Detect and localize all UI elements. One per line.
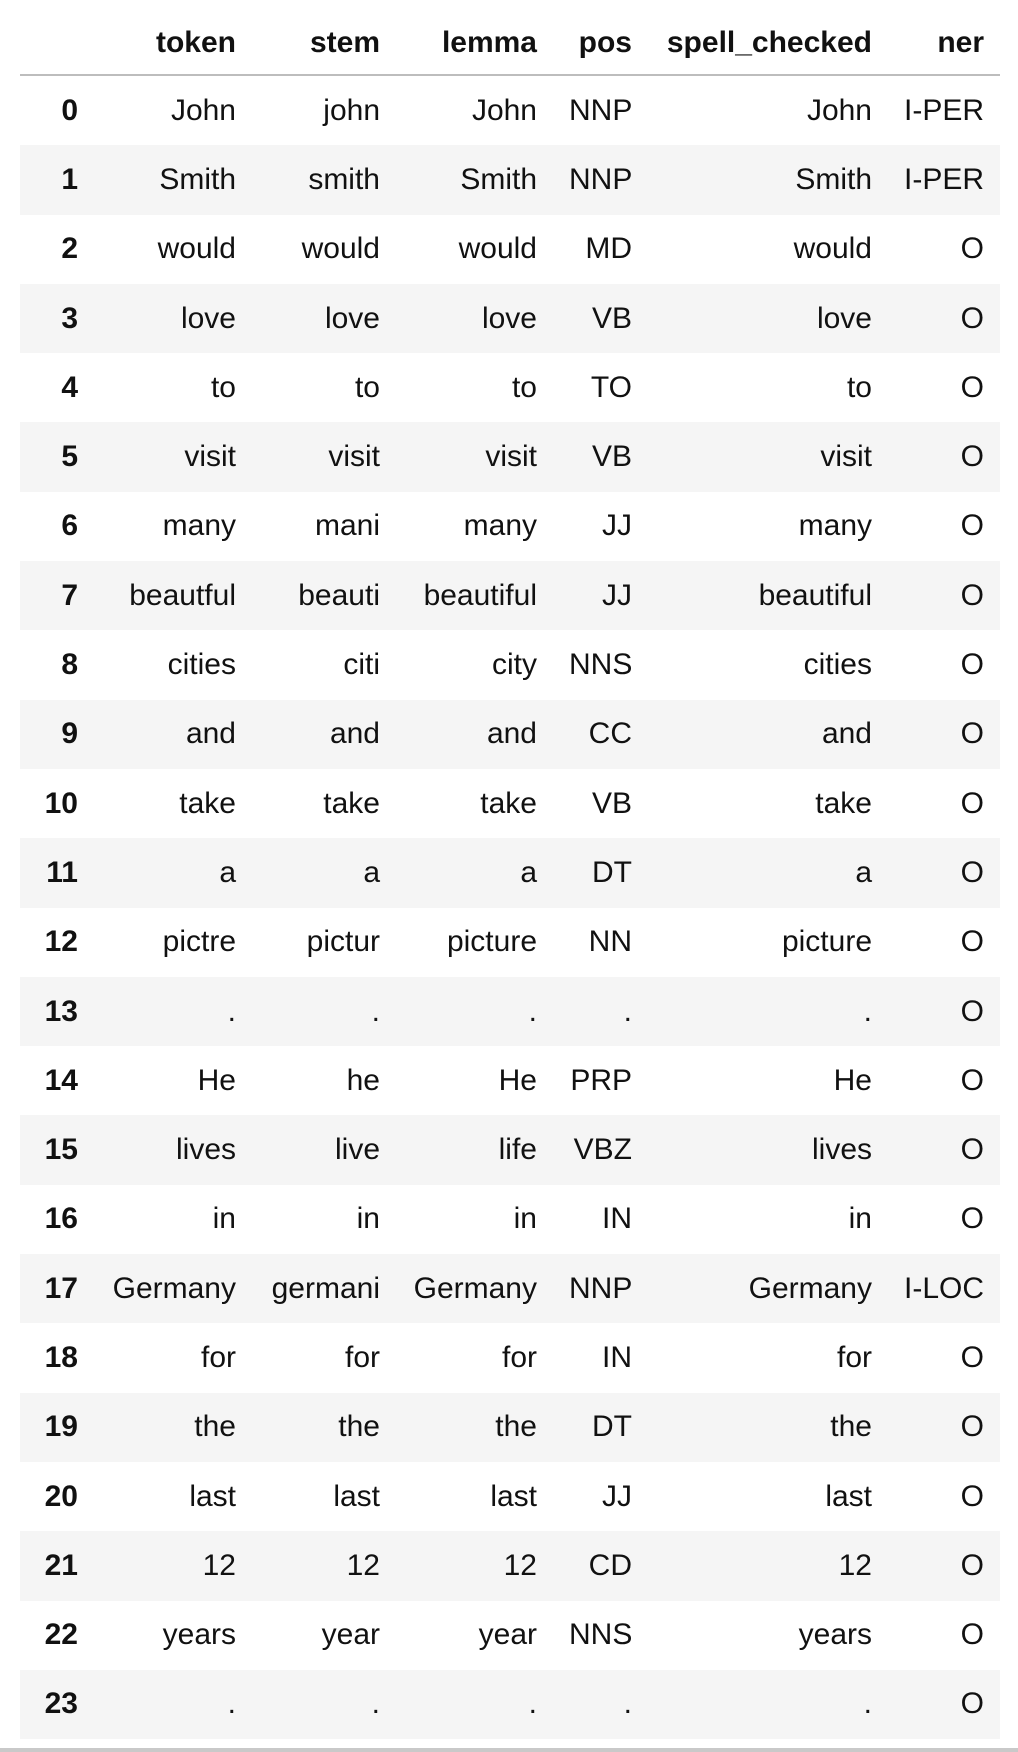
lemma-cell: life xyxy=(498,1133,537,1167)
lemma-cell: picture xyxy=(446,925,537,959)
pos-cell: JJ xyxy=(602,578,632,612)
row-index: 9 xyxy=(61,717,78,751)
table-row xyxy=(20,769,1000,838)
stem-cell: year xyxy=(321,1618,380,1652)
pos-cell: PRP xyxy=(570,1063,632,1097)
stem-cell: citi xyxy=(343,648,380,682)
table-row xyxy=(20,561,1000,630)
token-cell: to xyxy=(210,370,236,404)
spell-checked-cell: the xyxy=(830,1410,872,1444)
ner-cell: I-PER xyxy=(904,93,985,127)
token-cell: visit xyxy=(184,440,236,474)
ner-cell: O xyxy=(960,717,984,751)
pos-cell: VB xyxy=(591,301,632,335)
token-cell: years xyxy=(162,1618,236,1652)
token-cell: love xyxy=(180,301,236,335)
spell-checked-header: spell_checked xyxy=(648,12,888,75)
row-index: 17 xyxy=(44,1271,78,1305)
spell-checked-cell: . xyxy=(863,994,872,1028)
pos-cell: CD xyxy=(588,1548,632,1582)
table-row xyxy=(20,215,1000,284)
table-row xyxy=(20,977,1000,1046)
token-cell: beautful xyxy=(129,578,236,612)
token-cell: take xyxy=(179,786,236,820)
row-index: 15 xyxy=(44,1133,78,1167)
table-row xyxy=(20,1046,1000,1115)
pos-cell: VB xyxy=(591,786,632,820)
pos-cell: IN xyxy=(602,1340,632,1374)
ner-cell: O xyxy=(960,1548,984,1582)
stem-header: stem xyxy=(252,12,396,75)
lemma-cell: visit xyxy=(485,440,537,474)
row-index: 8 xyxy=(61,648,78,682)
table-row xyxy=(20,838,1000,907)
table-row xyxy=(20,908,1000,977)
ner-cell: I-PER xyxy=(904,162,985,196)
row-index: 0 xyxy=(61,93,78,127)
row-index: 11 xyxy=(46,855,78,889)
pos-cell: JJ xyxy=(602,1479,632,1513)
ner-cell: I-LOC xyxy=(904,1271,985,1305)
row-index: 12 xyxy=(44,925,78,959)
table-row xyxy=(20,630,1000,699)
stem-cell: he xyxy=(346,1063,380,1097)
token-cell: and xyxy=(185,717,236,751)
spell-checked-cell: would xyxy=(793,232,872,266)
ner-cell: O xyxy=(960,994,984,1028)
pos-cell: . xyxy=(623,1687,632,1721)
pos-cell: NNS xyxy=(569,648,633,682)
lemma-cell: . xyxy=(528,1687,537,1721)
token-cell: the xyxy=(194,1410,236,1444)
pos-cell: VB xyxy=(591,440,632,474)
lemma-cell: last xyxy=(490,1479,537,1513)
ner-cell: O xyxy=(960,370,984,404)
pos-cell: NNP xyxy=(569,1271,633,1305)
table-row xyxy=(20,1670,1000,1739)
table-row xyxy=(20,1254,1000,1323)
table-row xyxy=(20,422,1000,491)
stem-cell: in xyxy=(356,1202,380,1236)
spell-checked-cell: in xyxy=(848,1202,872,1236)
lemma-cell: and xyxy=(486,717,537,751)
row-index: 22 xyxy=(44,1618,78,1652)
lemma-cell: He xyxy=(498,1063,537,1097)
token-cell: . xyxy=(227,1687,236,1721)
ner-cell: O xyxy=(960,1410,984,1444)
token-cell: a xyxy=(219,855,236,889)
row-index: 16 xyxy=(44,1202,78,1236)
lemma-cell: Smith xyxy=(460,162,537,196)
spell-checked-cell: for xyxy=(836,1340,872,1374)
token-cell: lives xyxy=(175,1133,236,1167)
pos-cell: IN xyxy=(602,1202,632,1236)
lemma-cell: city xyxy=(492,648,537,682)
lemma-header: lemma xyxy=(396,12,553,75)
row-index: 21 xyxy=(44,1548,78,1582)
lemma-cell: beautiful xyxy=(423,578,537,612)
pos-cell: DT xyxy=(592,855,632,889)
table-row xyxy=(20,1323,1000,1392)
stem-cell: the xyxy=(338,1410,380,1444)
table-row xyxy=(20,492,1000,561)
lemma-cell: many xyxy=(463,509,537,543)
ner-cell: O xyxy=(960,509,984,543)
lemma-cell: . xyxy=(528,994,537,1028)
stem-cell: visit xyxy=(328,440,380,474)
token-cell: in xyxy=(212,1202,236,1236)
pos-cell: TO xyxy=(590,370,632,404)
row-index: 1 xyxy=(61,162,78,196)
spell-checked-cell: cities xyxy=(803,648,872,682)
stem-cell: john xyxy=(323,93,380,127)
stem-cell: for xyxy=(344,1340,380,1374)
spell-checked-cell: take xyxy=(815,786,872,820)
dataframe-output xyxy=(20,12,1000,1739)
stem-cell: and xyxy=(329,717,380,751)
row-index: 13 xyxy=(44,994,78,1028)
ner-cell: O xyxy=(960,578,984,612)
lemma-cell: take xyxy=(480,786,537,820)
spell-checked-cell: picture xyxy=(781,925,872,959)
spell-checked-cell: . xyxy=(863,1687,872,1721)
spell-checked-cell: John xyxy=(806,93,872,127)
token-cell: last xyxy=(189,1479,236,1513)
dataframe-table xyxy=(20,12,1000,1739)
ner-cell: O xyxy=(960,1618,984,1652)
row-index: 14 xyxy=(44,1063,78,1097)
token-cell: Smith xyxy=(159,162,236,196)
spell-checked-cell: visit xyxy=(820,440,872,474)
spell-checked-cell: to xyxy=(846,370,872,404)
row-index: 23 xyxy=(44,1687,78,1721)
table-row xyxy=(20,145,1000,214)
token-cell: for xyxy=(200,1340,236,1374)
pos-cell: MD xyxy=(585,232,632,266)
stem-cell: 12 xyxy=(346,1548,380,1582)
table-row xyxy=(20,700,1000,769)
row-index: 7 xyxy=(61,578,78,612)
stem-cell: pictur xyxy=(306,925,380,959)
stem-cell: smith xyxy=(308,162,380,196)
stem-cell: . xyxy=(371,1687,380,1721)
table-row xyxy=(20,353,1000,422)
table-header xyxy=(20,12,1000,75)
row-index: 18 xyxy=(44,1340,78,1374)
stem-cell: germani xyxy=(271,1271,380,1305)
token-cell: 12 xyxy=(202,1548,236,1582)
table-row xyxy=(20,75,1000,145)
index-header xyxy=(20,12,94,75)
spell-checked-cell: a xyxy=(855,855,872,889)
stem-cell: live xyxy=(334,1133,380,1167)
pos-cell: DT xyxy=(592,1410,632,1444)
spell-checked-cell: beautiful xyxy=(758,578,872,612)
stem-cell: mani xyxy=(314,509,380,543)
row-index: 4 xyxy=(61,370,78,404)
lemma-cell: a xyxy=(520,855,537,889)
token-cell: cities xyxy=(167,648,236,682)
spell-checked-cell: lives xyxy=(811,1133,872,1167)
header-row xyxy=(20,12,1000,75)
pos-cell: NN xyxy=(588,925,632,959)
token-cell: . xyxy=(227,994,236,1028)
pos-cell: CC xyxy=(588,717,632,751)
pos-cell: NNS xyxy=(569,1618,633,1652)
token-cell: would xyxy=(157,232,236,266)
ner-cell: O xyxy=(960,1133,984,1167)
token-cell: pictre xyxy=(162,925,236,959)
table-row xyxy=(20,1393,1000,1462)
token-cell: John xyxy=(170,93,236,127)
lemma-cell: to xyxy=(511,370,537,404)
lemma-cell: love xyxy=(481,301,537,335)
scroll-edge-divider xyxy=(0,1748,1018,1752)
lemma-cell: would xyxy=(458,232,537,266)
stem-cell: . xyxy=(371,994,380,1028)
stem-cell: beauti xyxy=(298,578,380,612)
ner-cell: O xyxy=(960,1063,984,1097)
lemma-cell: the xyxy=(495,1410,537,1444)
stem-cell: would xyxy=(301,232,380,266)
table-row xyxy=(20,1462,1000,1531)
row-index: 5 xyxy=(61,440,78,474)
pos-cell: NNP xyxy=(569,162,633,196)
lemma-cell: Germany xyxy=(413,1271,537,1305)
ner-cell: O xyxy=(960,786,984,820)
ner-cell: O xyxy=(960,1340,984,1374)
ner-cell: O xyxy=(960,232,984,266)
spell-checked-cell: He xyxy=(833,1063,872,1097)
ner-cell: O xyxy=(960,648,984,682)
ner-cell: O xyxy=(960,1479,984,1513)
lemma-cell: year xyxy=(478,1618,537,1652)
token-cell: many xyxy=(162,509,236,543)
row-index: 2 xyxy=(61,232,78,266)
ner-cell: O xyxy=(960,301,984,335)
ner-cell: O xyxy=(960,1202,984,1236)
spell-checked-cell: last xyxy=(825,1479,872,1513)
lemma-cell: 12 xyxy=(503,1548,537,1582)
table-body xyxy=(20,75,1000,1739)
ner-header: ner xyxy=(888,12,1000,75)
stem-cell: take xyxy=(323,786,380,820)
table-row xyxy=(20,284,1000,353)
row-index: 6 xyxy=(61,509,78,543)
spell-checked-cell: years xyxy=(798,1618,872,1652)
stem-cell: love xyxy=(324,301,380,335)
spell-checked-cell: Germany xyxy=(748,1271,872,1305)
token-cell: He xyxy=(197,1063,236,1097)
lemma-cell: John xyxy=(471,93,537,127)
table-row xyxy=(20,1115,1000,1184)
pos-cell: NNP xyxy=(569,93,633,127)
spell-checked-cell: Smith xyxy=(795,162,872,196)
pos-cell: . xyxy=(623,994,632,1028)
pos-header: pos xyxy=(553,12,648,75)
stem-cell: to xyxy=(354,370,380,404)
table-row xyxy=(20,1601,1000,1670)
token-cell: Germany xyxy=(112,1271,236,1305)
row-index: 19 xyxy=(44,1410,78,1444)
spell-checked-cell: love xyxy=(816,301,872,335)
row-index: 20 xyxy=(44,1479,78,1513)
table-row xyxy=(20,1185,1000,1254)
row-index: 3 xyxy=(61,301,78,335)
spell-checked-cell: many xyxy=(798,509,872,543)
spell-checked-cell: 12 xyxy=(838,1548,872,1582)
ner-cell: O xyxy=(960,440,984,474)
lemma-cell: for xyxy=(501,1340,537,1374)
stem-cell: a xyxy=(363,855,380,889)
row-index: 10 xyxy=(44,786,78,820)
spell-checked-cell: and xyxy=(821,717,872,751)
ner-cell: O xyxy=(960,925,984,959)
ner-cell: O xyxy=(960,855,984,889)
lemma-cell: in xyxy=(513,1202,537,1236)
stem-cell: last xyxy=(333,1479,380,1513)
pos-cell: JJ xyxy=(602,509,632,543)
ner-cell: O xyxy=(960,1687,984,1721)
pos-cell: VBZ xyxy=(573,1133,632,1167)
token-header: token xyxy=(94,12,252,75)
table-row xyxy=(20,1531,1000,1600)
